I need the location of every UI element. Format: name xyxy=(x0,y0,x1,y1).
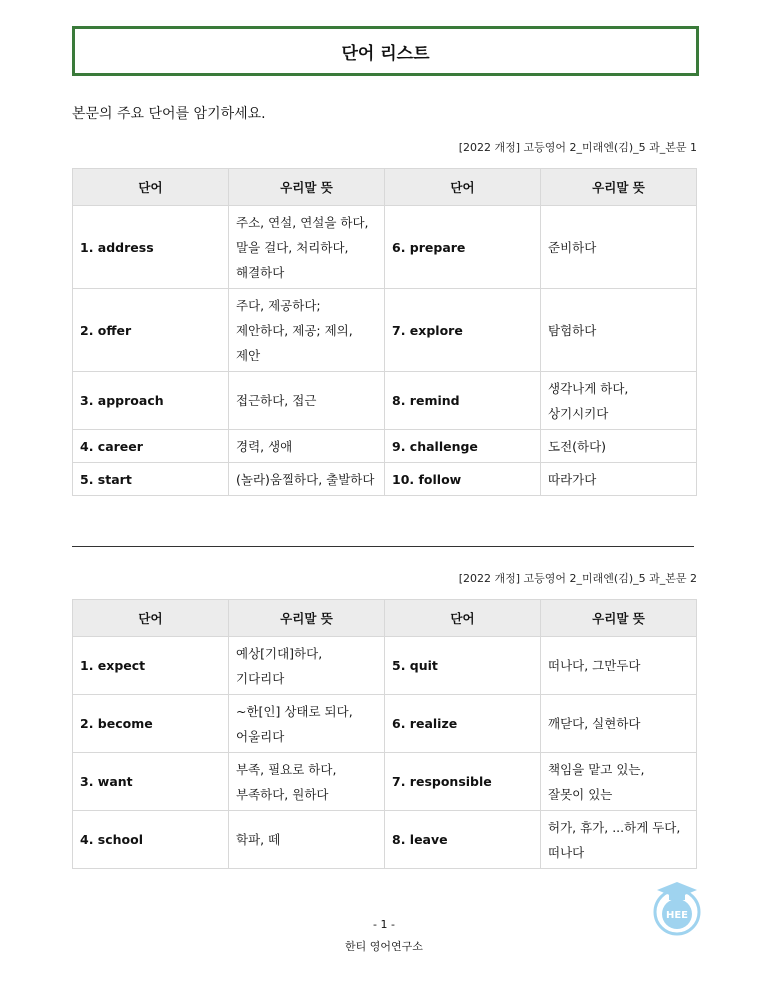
meaning-cell xyxy=(229,430,385,463)
table-row xyxy=(73,463,697,496)
meaning-line: 상기시키다 xyxy=(548,405,609,421)
word-cell: 10. follow xyxy=(385,463,541,496)
meaning-line: 접근하다, 접근 xyxy=(236,393,317,408)
meaning-line: 탐험하다 xyxy=(548,322,597,338)
meaning-cell xyxy=(541,637,697,695)
meaning-cell xyxy=(541,372,697,430)
table-row xyxy=(73,372,697,430)
meaning-cell xyxy=(541,811,697,869)
meaning-line: 해결하다 xyxy=(236,264,285,280)
header-meaning: 우리말 뜻 xyxy=(229,169,385,206)
word-cell: 1. address xyxy=(73,206,229,289)
vocab-table-1 xyxy=(72,168,697,496)
word-cell: 8. remind xyxy=(385,372,541,430)
meaning-cell xyxy=(229,637,385,695)
meaning-line: 부족하다, 원하다 xyxy=(236,786,329,802)
word-cell: 1. expect xyxy=(73,637,229,695)
page-title-text: 단어 리스트 xyxy=(341,43,430,64)
table-row xyxy=(73,289,697,372)
meaning-cell xyxy=(541,289,697,372)
word-cell: 6. prepare xyxy=(385,206,541,289)
meaning-line: 도전(하다) xyxy=(548,438,607,454)
word-cell: 2. offer xyxy=(73,289,229,372)
table-row xyxy=(73,753,697,811)
word-cell: 3. want xyxy=(73,753,229,811)
word-cell: 5. quit xyxy=(385,637,541,695)
vocab-table-2 xyxy=(72,599,697,869)
table-row xyxy=(73,695,697,753)
meaning-line: 학파, 떼 xyxy=(236,832,281,847)
meaning-line: 떠나다 xyxy=(548,844,585,860)
meaning-line: (놀라)움찔하다, 출발하다 xyxy=(236,471,375,487)
meaning-line: 제안하다, 제공; 제의, xyxy=(236,322,353,338)
meaning-line: 주다, 제공하다; xyxy=(236,297,321,313)
meaning-cell xyxy=(541,430,697,463)
table-row xyxy=(73,811,697,869)
instruction-text: 본문의 주요 단어를 암기하세요. xyxy=(72,106,266,122)
word-cell: 2. become xyxy=(73,695,229,753)
meaning-line: 경력, 생애 xyxy=(236,438,293,454)
meaning-line: 기다리다 xyxy=(236,670,285,686)
meaning-line: 주소, 연설, 연설을 하다, xyxy=(236,214,369,230)
source-label-1: [2022 개정] 고등영어 2_미래엔(김)_5 과_본문 1 xyxy=(458,141,697,154)
word-cell: 8. leave xyxy=(385,811,541,869)
logo-text: HEE xyxy=(665,910,689,921)
footer-text: 한티 영어연구소 xyxy=(345,940,423,953)
meaning-cell xyxy=(541,753,697,811)
header-meaning: 우리말 뜻 xyxy=(541,600,697,637)
header-word: 단어 xyxy=(73,600,229,637)
meaning-line: 예상[기대]하다, xyxy=(236,645,323,661)
section-divider xyxy=(72,546,694,547)
header-word: 단어 xyxy=(385,600,541,637)
word-cell: 3. approach xyxy=(73,372,229,430)
page-title xyxy=(72,26,699,76)
meaning-line: 생각나게 하다, xyxy=(548,380,629,396)
meaning-cell xyxy=(229,811,385,869)
meaning-line: 부족, 필요로 하다, xyxy=(236,761,337,777)
meaning-line: 제안 xyxy=(236,347,261,363)
meaning-line: 따라가다 xyxy=(548,471,597,487)
meaning-line: 허가, 휴가, ...하게 두다, xyxy=(548,819,681,835)
word-cell: 5. start xyxy=(73,463,229,496)
header-word: 단어 xyxy=(385,169,541,206)
meaning-line: 준비하다 xyxy=(548,239,597,255)
meaning-line: ~한[인] 상태로 되다, xyxy=(236,703,353,719)
table-row xyxy=(73,637,697,695)
table-header-row xyxy=(73,169,697,206)
source-label-2: [2022 개정] 고등영어 2_미래엔(김)_5 과_본문 2 xyxy=(458,572,697,585)
word-cell: 4. career xyxy=(73,430,229,463)
word-cell: 9. challenge xyxy=(385,430,541,463)
meaning-cell xyxy=(541,463,697,496)
table-row xyxy=(73,206,697,289)
page-number: - 1 - xyxy=(373,918,395,931)
meaning-cell xyxy=(229,289,385,372)
meaning-line: 말을 걸다, 처리하다, xyxy=(236,239,349,255)
table-row xyxy=(73,430,697,463)
meaning-line: 어울리다 xyxy=(236,728,285,744)
meaning-cell xyxy=(229,753,385,811)
word-cell: 7. explore xyxy=(385,289,541,372)
hee-logo-icon xyxy=(651,880,703,936)
meaning-cell xyxy=(229,695,385,753)
meaning-cell xyxy=(229,206,385,289)
header-meaning: 우리말 뜻 xyxy=(229,600,385,637)
meaning-cell xyxy=(229,372,385,430)
header-meaning: 우리말 뜻 xyxy=(541,169,697,206)
table-header-row xyxy=(73,600,697,637)
meaning-cell xyxy=(541,695,697,753)
word-cell: 4. school xyxy=(73,811,229,869)
word-cell: 7. responsible xyxy=(385,753,541,811)
meaning-line: 잘못이 있는 xyxy=(548,786,613,802)
meaning-line: 떠나다, 그만두다 xyxy=(548,658,641,673)
word-cell: 6. realize xyxy=(385,695,541,753)
meaning-cell xyxy=(229,463,385,496)
meaning-cell xyxy=(541,206,697,289)
meaning-line: 책임을 맡고 있는, xyxy=(548,761,645,777)
header-word: 단어 xyxy=(73,169,229,206)
meaning-line: 깨닫다, 실현하다 xyxy=(548,716,641,731)
